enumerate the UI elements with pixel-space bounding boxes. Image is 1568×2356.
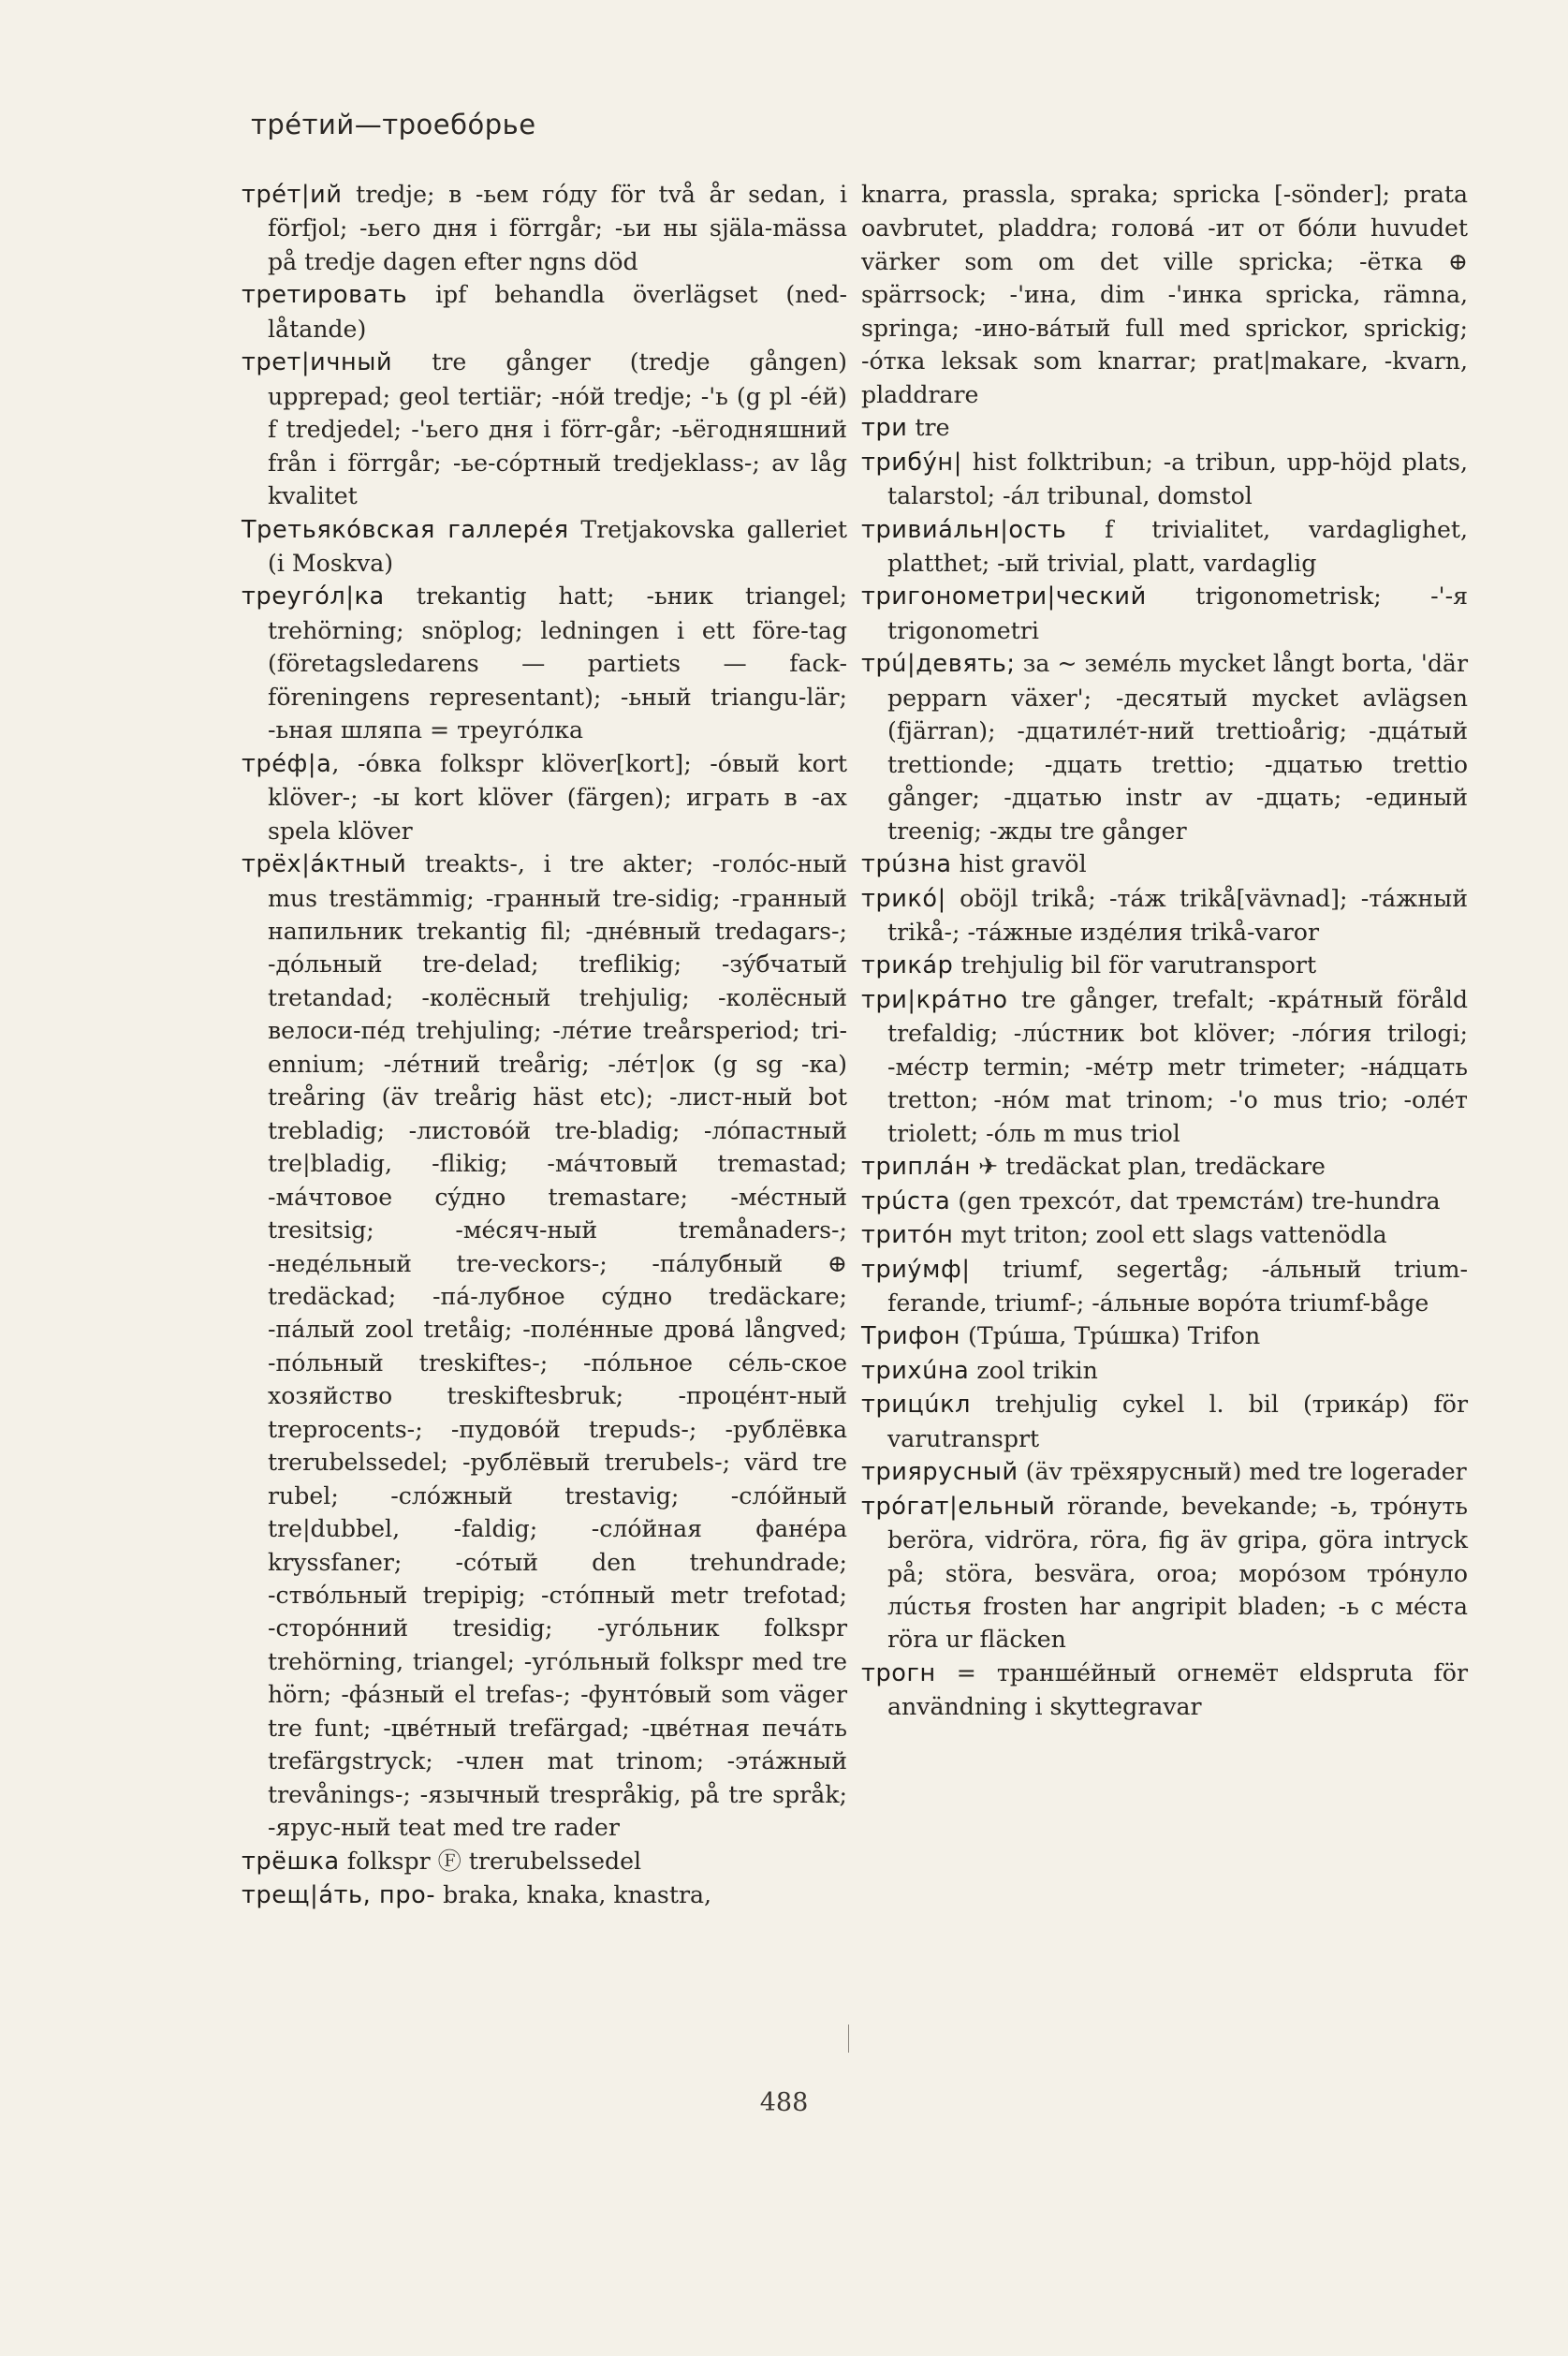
definition: braka, knaka, knastra, bbox=[435, 1881, 712, 1909]
left-column bbox=[242, 178, 847, 1913]
headword: трúзна bbox=[861, 850, 952, 879]
dictionary-entry bbox=[242, 1845, 847, 1878]
definition: rörande, bevekande; -ь, трóнуть beröra, vidröra, röra, fig äv gripa, göra intryck på; störa, besvära, oroa; морóзом трóнуло лúстья frosten har angripit bladen; -ь с мéста röra ur fläcken bbox=[887, 1492, 1468, 1654]
headword: трицúкл bbox=[861, 1391, 972, 1420]
dictionary-entry bbox=[242, 346, 847, 512]
headword: трёх|áктный bbox=[242, 850, 407, 879]
headword: трóгат|ельный bbox=[861, 1492, 1056, 1521]
dictionary-entry bbox=[242, 747, 847, 847]
dictionary-entry bbox=[861, 1455, 1468, 1489]
dictionary-entry bbox=[861, 983, 1468, 1150]
definition: myt triton; zool ett slags vattenödla bbox=[953, 1221, 1387, 1249]
headword: Трифон bbox=[861, 1322, 961, 1351]
dictionary-entry bbox=[861, 411, 1468, 445]
dictionary-entry bbox=[861, 949, 1468, 982]
headword: трúста bbox=[861, 1186, 951, 1215]
definition: tre gånger (tredje gången) upprepad; geol tertiär; -нóй tredje; -'ь (g pl -éй) f tredjedel; -'ьего дня i förr-går; -ьёгодняшний från i förrgår; -ье-сóртный tredjeklass-; av låg kvalitet bbox=[268, 348, 847, 510]
definition: triumf, segertåg; -áльный trium-ferande, triumf-; -áльные ворóта triumf-båge bbox=[887, 1255, 1468, 1317]
dictionary-entry bbox=[861, 847, 1468, 881]
definition: hist gravöl bbox=[951, 850, 1087, 878]
headword: триýмф| bbox=[861, 1255, 971, 1284]
dictionary-entry bbox=[861, 1490, 1468, 1657]
dictionary-entry bbox=[242, 278, 847, 346]
headword: Третьякóвская галлерéя bbox=[242, 515, 569, 544]
definition: tredje; в -ьем гóду för två år sedan, i förfjol; -ьего дня i förrgår; -ьи ны själa-mässa på tredje dagen efter ngns död bbox=[268, 181, 847, 275]
dictionary-entry bbox=[861, 513, 1468, 581]
dictionary-entry bbox=[861, 1185, 1468, 1218]
definition: ✈ tredäckat plan, tredäckare bbox=[971, 1153, 1326, 1181]
definition: hist folktribun; -а tribun, upp-höjd plats, talarstol; -áл tribunal, domstol bbox=[887, 448, 1468, 510]
headword: трет|ичный bbox=[242, 348, 393, 377]
definition: trehjulig bil för varutransport bbox=[953, 951, 1317, 979]
definition: Tretjakovska galleriet (i Moskva) bbox=[268, 515, 847, 577]
headword: трихúна bbox=[861, 1356, 970, 1385]
column-divider bbox=[848, 2025, 849, 2053]
definition: zool trikin bbox=[969, 1356, 1098, 1384]
headword: трикó| bbox=[861, 884, 946, 913]
definition: folkspr Ⓕ trerubelssedel bbox=[339, 1847, 642, 1875]
headword: три|крáтно bbox=[861, 985, 1008, 1014]
definition: trehjulig cykel l. bil (трикáр) för varutransprt bbox=[887, 1391, 1468, 1452]
definition: (äv трёхярусный) med tre logerader bbox=[1018, 1458, 1467, 1486]
headword: трогн bbox=[861, 1658, 936, 1687]
headword: триплáн bbox=[861, 1153, 972, 1182]
right-column bbox=[861, 178, 1468, 1724]
dictionary-entry bbox=[861, 1354, 1468, 1388]
headword: триярусный bbox=[861, 1458, 1018, 1487]
dictionary-entry bbox=[242, 1878, 847, 1912]
dictionary-entry bbox=[861, 446, 1468, 513]
dictionary-entry bbox=[861, 178, 1468, 411]
definition: oböjl trikå; -тáж trikå[vävnad]; -тáжный trikå-; -тáжные издéлия trikå-varor bbox=[887, 884, 1468, 946]
headword: третировать bbox=[242, 281, 408, 310]
dictionary-entry bbox=[242, 178, 847, 278]
headword: трéт|ий bbox=[242, 181, 343, 209]
headword: тривиáльн|ость bbox=[861, 515, 1067, 544]
definition: trekantig hatt; -ьник triangel; trehörning; snöplog; ledningen i ett före-tag (företagsledarens — partiets — fack-föreningens representant); -ьный triangu-lär; -ьная шляпа = треугóлка bbox=[268, 582, 847, 744]
headword: трёшка bbox=[242, 1847, 340, 1876]
definition: treakts-, i tre akter; -голóс-ный mus trestämmig; -гранный tre-sidig; -гранный напильник trekantig fil; -днéвный tredagars-; -дóльный tre-delad; treflikig; -зýбчатый tretandad; -колёсный trehjulig; -колёсный велоси-пéд trehjuling; -лéтие treårsperiod; tri-ennium; -лéтний treårig; -лéт|ок (g sg -ка) treåring (äv treårig häst etc); -лист-ный bot trebladig; -листовóй tre-bladig; -лóпастный tre|bladig, -flikig; -мáчтовый tremastad; -мáчтовое сýдно tremastare; -мéстный tresitsig; -мéсяч-ный tremånaders-; -недéльный tre-veckors-; -пáлубный ⊕ tredäckad; -пá-лубное сýдно tredäckare; -пáлый zool tretåig; -полéнные дровá långved; -пóльный treskiftes-; -пóльное сéль-ское хозяйство treskiftesbruk; -процéнт-ный treprocents-; -пудовóй trepuds-; -рублёвка trerubelssedel; -рублёвый trerubels-; värd tre rubel; -слóжный trestavig; -слóйный tre|dubbel, -faldig; -слóйная фанéра kryssfaner; -сóтый den trehundrade; -ствóльный trepipig; -стóпный metr trefotad; -сторóнний tresidig; -угóльник folkspr trehörning, triangel; -угóльный folkspr med tre hörn; -фáзный el trefas-; -фунтóвый som väger tre funt; -цвéтный trefärgad; -цвéтная печáть trefärgstryck; -член mat trinom; -этáжный trevånings-; -язычный trespråkig, på tre språk; -ярус-ный teat med tre rader bbox=[268, 850, 847, 1842]
dictionary-entry bbox=[861, 1319, 1468, 1353]
definition: за ~ земéль mycket långt borta, 'där pepparn växer'; -десятый mycket avlägsen (fjärran); -дцатилéт-ний trettioårig; -дцáтый trettionde; -дцать trettio; -дцатью trettio gånger; -дцатью instr av -дцать; -единый treenig; -жды tre gånger bbox=[887, 650, 1468, 845]
headword: три bbox=[861, 414, 908, 443]
headword: трú|девять; bbox=[861, 650, 1016, 679]
dictionary-entry bbox=[861, 580, 1468, 647]
dictionary-entry bbox=[861, 1657, 1468, 1724]
definition: (gen трехсóт, dat тремстáм) tre-hundra bbox=[950, 1186, 1441, 1215]
dictionary-entry bbox=[861, 1253, 1468, 1320]
headword: треугóл|ка bbox=[242, 582, 385, 611]
definition: f trivialitet, vardaglighet, platthet; -ый trivial, platt, vardaglig bbox=[887, 515, 1468, 577]
running-header: трéтий—троебóрье bbox=[251, 109, 536, 140]
dictionary-entry bbox=[861, 882, 1468, 950]
dictionary-entry bbox=[861, 1150, 1468, 1184]
headword: трикáр bbox=[861, 951, 954, 980]
headword: тритóн bbox=[861, 1221, 954, 1250]
definition: ipf behandla överlägset (ned-låtande) bbox=[268, 281, 847, 343]
dictionary-entry bbox=[861, 1388, 1468, 1455]
headword: трещ|áть, про- bbox=[242, 1881, 436, 1910]
definition: trigonometrisk; -'-я trigonometri bbox=[887, 582, 1468, 644]
headword: трéф|а bbox=[242, 749, 332, 778]
dictionary-entry bbox=[242, 847, 847, 1845]
definition: = траншéйный огнемёт eldspruta för användning i skyttegravar bbox=[887, 1658, 1468, 1721]
definition: tre bbox=[907, 414, 950, 442]
headword: трибýн| bbox=[861, 448, 962, 477]
dictionary-entry bbox=[242, 580, 847, 746]
definition: , -óвка folkspr klöver[kort]; -óвый kort klöver-; -ы kort klöver (färgen); играть в -ах spela klöver bbox=[268, 749, 847, 845]
headword: тригонометри|ческий bbox=[861, 582, 1147, 611]
definition: knarra, prassla, spraka; spricka [-sönder]; prata oavbrutet, pladdra; головá -ит от бóли huvudet värker som om det ville spricka; -ётка ⊕ spärrsock; -'ина, dim -'инка spricka, rämna, springa; -ино-вáтый full med sprickor, sprickig; -óтка leksak som knarrar; prat|makare, -kvarn, pladdrare bbox=[861, 181, 1468, 408]
dictionary-entry bbox=[861, 1218, 1468, 1252]
definition: (Трúша, Трúшка) Trifon bbox=[960, 1322, 1261, 1350]
dictionary-entry bbox=[242, 513, 847, 581]
definition: tre gånger, trefalt; -крáтный föråld trefaldig; -лúстник bot klöver; -лóгия trilogi; -мéстр termin; -мéтр metr trimeter; -нáдцать tretton; -нóм mat trinom; -'о mus trio; -олéт triolett; -óль m mus triol bbox=[887, 985, 1468, 1147]
dictionary-entry bbox=[861, 647, 1468, 847]
page-number: 488 bbox=[759, 2088, 809, 2117]
